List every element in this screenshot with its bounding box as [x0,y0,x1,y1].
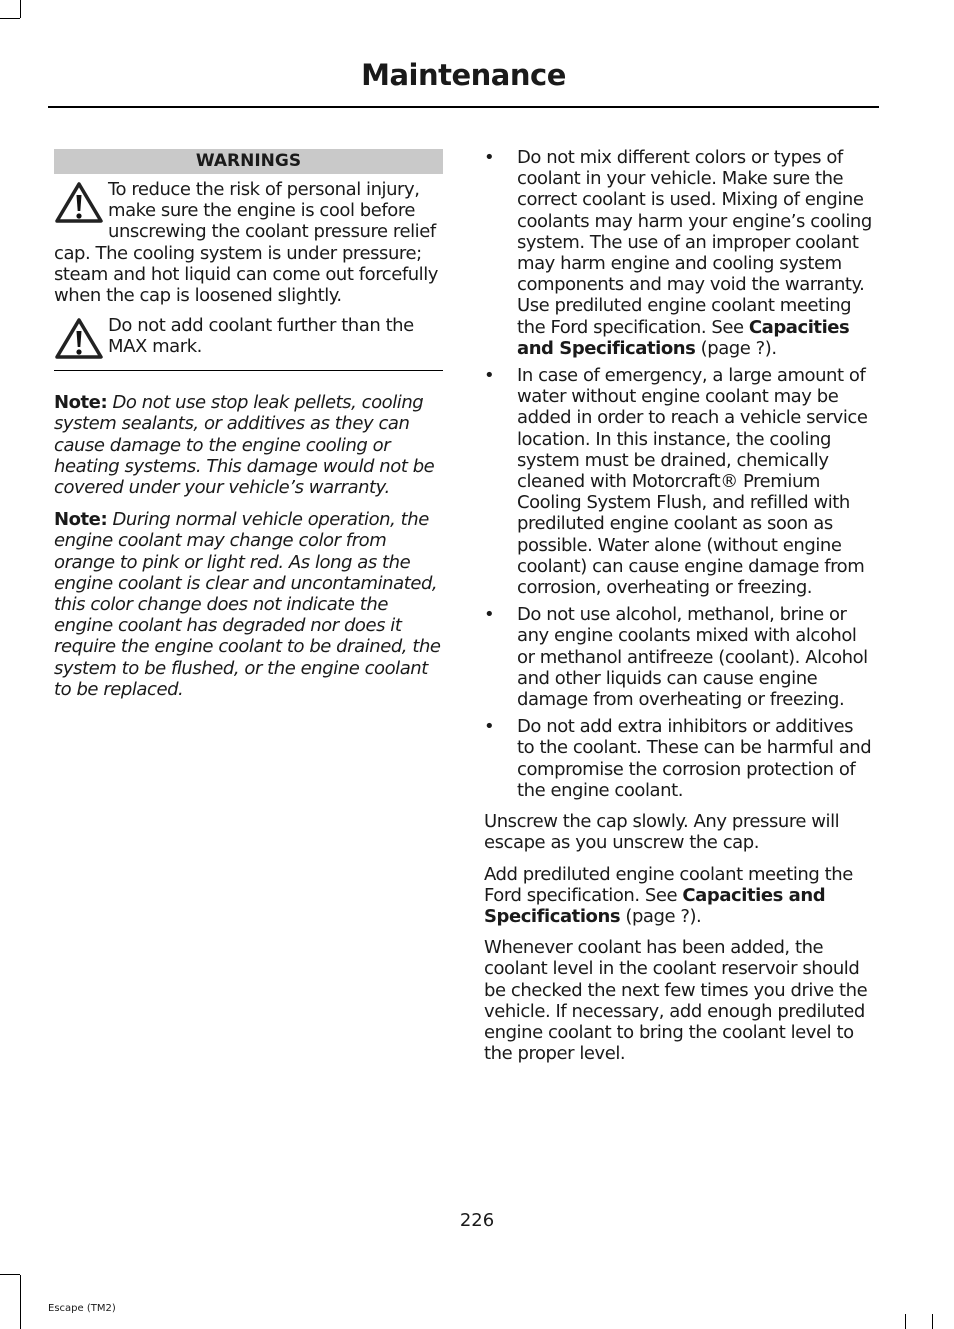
bullet-text: Do not mix different colors or types of coolant in your vehicle. Make sure the correct coolant is used. Mixing of engine coolants may harm your engine’s cooling system. The use of an improper coolant may harm engine and cooling system components and may void the warranty. Use prediluted engine coolant meeting the Ford specification. See [517,147,872,338]
warning-text: To reduce the risk of personal injury, make sure the engine is cool before unscrewing the coolant pressure relief cap. The cooling system is under pressure; steam and hot liquid can come out forcefully when the cap is loosened slightly. [54,179,438,307]
crop-mark [0,18,20,19]
bullet-marker: • [484,604,495,626]
warning-triangle-icon [54,317,104,361]
bullet-text: In case of emergency, a large amount of water without engine coolant may be added in order to reach a vehicle service location. In this instance, the cooling system must be drained, chemically cleaned with Motorcraft® Premium Cooling System Flush, and refilled with prediluted engine coolant as soon as possible. Water alone (without engine coolant) can cause engine damage from corrosion, overheating or freezing. [517,365,868,599]
list-item [484,147,874,359]
bullet-text: Do not add extra inhibitors or additives to the coolant. These can be harmful and compromise the corrosion protection of the engine coolant. [517,716,872,801]
right-column [484,147,874,1064]
paragraph-text: Add prediluted engine coolant meeting the Ford specification. See [484,863,853,906]
bullet-marker: • [484,147,495,168]
body-paragraph: Whenever coolant has been added, the coolant level in the coolant reservoir should be checked the next few times you drive the vehicle. If necessary, add enough prediluted engine coolant to bring the coolant level to the proper level. [484,937,868,1065]
warnings-heading: WARNINGS [54,149,443,174]
body-paragraph: Unscrew the cap slowly. Any pressure will escape as you unscrew the cap. [484,811,840,854]
title-divider [48,106,879,108]
warning-triangle-icon [54,181,104,225]
crop-mark [20,0,21,18]
note-label: Note: [54,392,108,414]
crop-mark [0,1274,20,1275]
crop-mark [905,1314,906,1329]
note-paragraph [54,509,443,700]
note-paragraph [54,392,443,498]
note-text: During normal vehicle operation, the engine coolant may change color from orange to pink or light red. As long as the engine coolant is clear and uncontaminated, this color change does not indicate the engine coolant has degraded nor does it require the engine coolant to be drained, the system to be flushed, or the engine coolant to be replaced. [54,509,441,700]
page-number: 226 [459,1210,495,1231]
crop-mark [932,1314,933,1329]
note-text: Do not use stop leak pellets, cooling system sealants, or additives as they can cause damage to the engine cooling or heating systems. This damage would not be covered under your vehicle’s warranty. [54,392,435,499]
note-label: Note: [54,509,108,531]
page-reference: (page ?). [620,905,702,927]
page-reference: (page ?). [695,337,777,359]
warnings-divider [54,370,443,371]
warning-item [54,315,443,361]
bullet-marker: • [484,716,495,738]
cross-reference-link[interactable]: Capacities and Specifications [484,884,826,927]
body-paragraph [484,864,874,928]
list-item [484,365,874,598]
cross-reference-link[interactable]: Capacities and Specifications [517,316,850,359]
footer-model-label: Escape (TM2) [48,1303,116,1314]
bullet-marker: • [484,365,495,387]
bullet-list [484,147,874,801]
left-column [54,149,443,700]
list-item [484,716,874,801]
list-item [484,604,874,710]
page-title: Maintenance [361,58,566,92]
bullet-text: Do not use alcohol, methanol, brine or any engine coolants mixed with alcohol or methanol antifreeze (coolant). Alcohol and other liquids can cause engine damage from overheating or freezing. [517,604,868,711]
crop-mark [20,1275,21,1329]
warning-text: Do not add coolant further than the MAX mark. [108,315,414,358]
warning-item [54,179,443,306]
